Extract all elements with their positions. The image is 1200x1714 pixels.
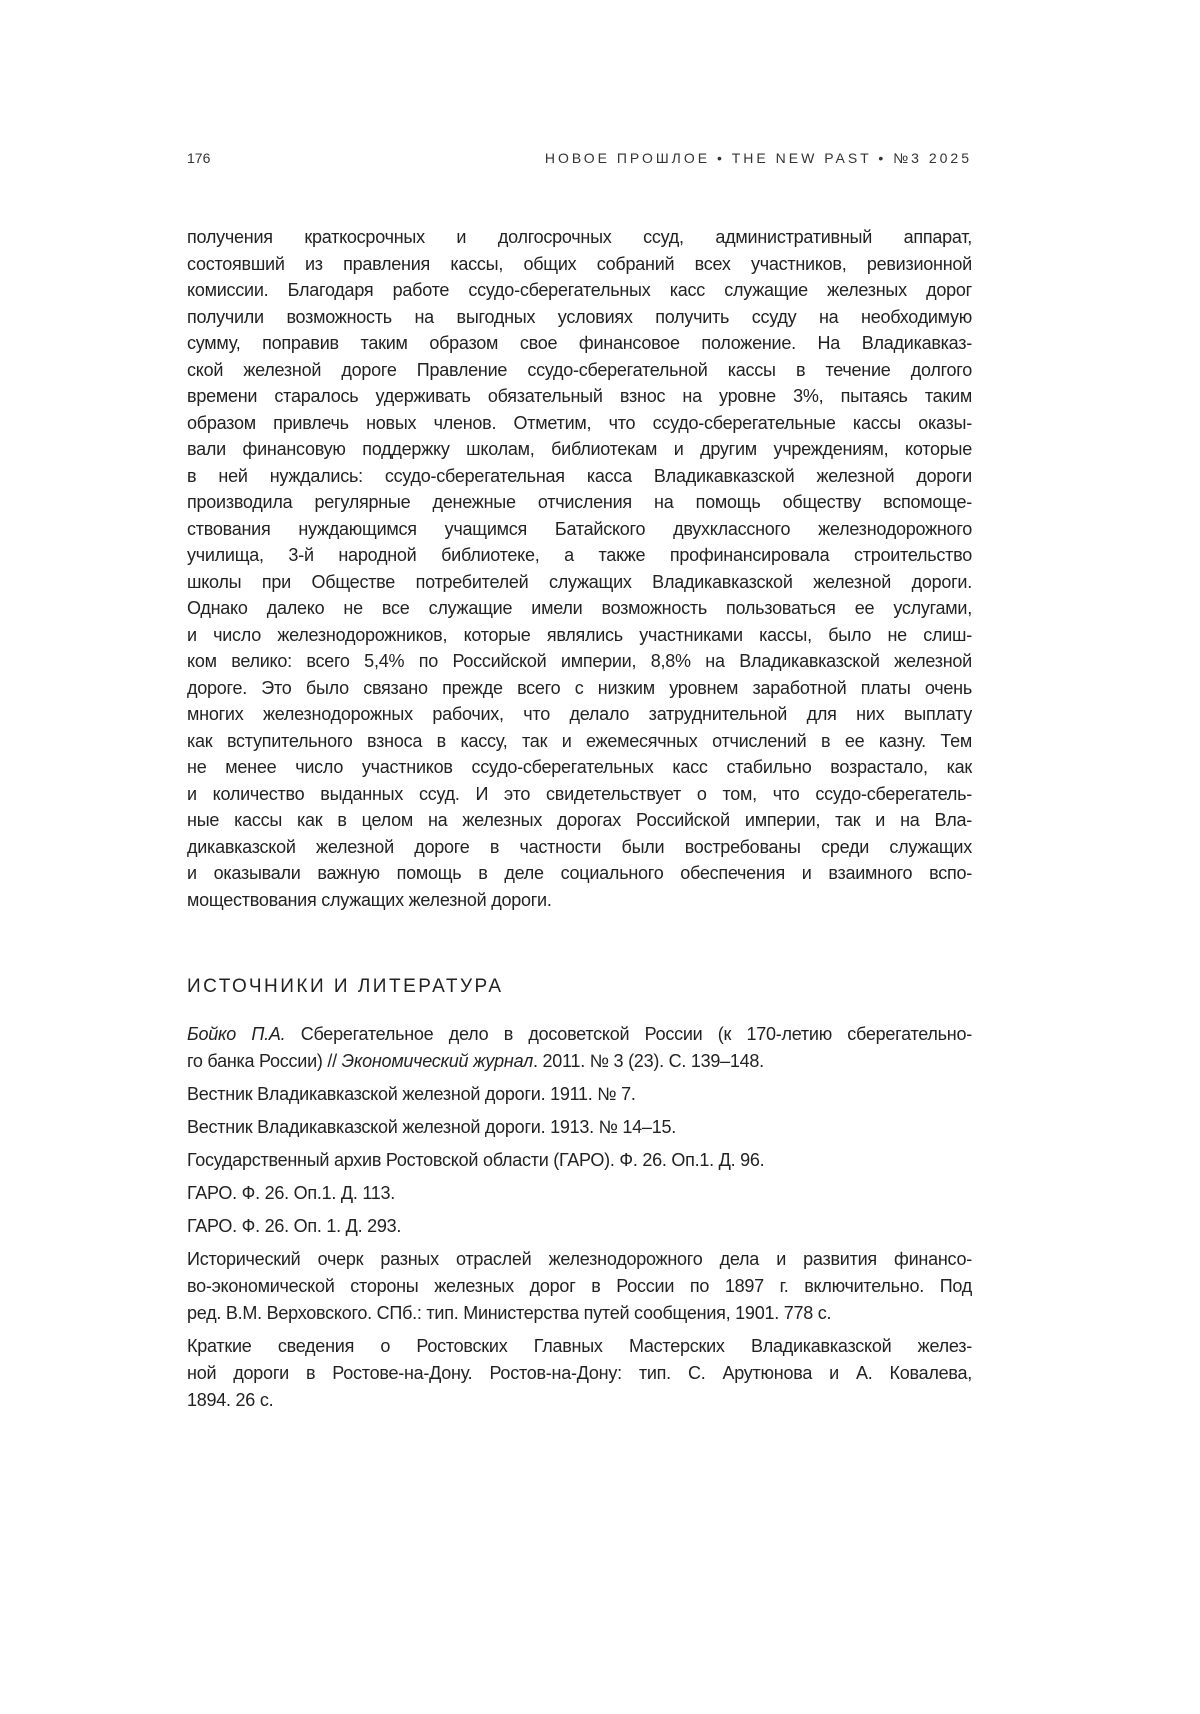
body-line: моществования служащих железной дороги. — [187, 887, 972, 914]
body-line: ской железной дороге Правление ссудо-сберегательной кассы в течение долгого — [187, 357, 972, 384]
body-line: не менее число участников ссудо-сберегательных касс стабильно возрастало, как — [187, 754, 972, 781]
reference-item: Краткие сведения о Ростовских Главных Мастерских Владикавказской желез- ной дороги в Ростове-на-Дону. Ростов-на-Дону: тип. С. Арутюнова и А. Ковалева, 1894. 26 с. — [187, 1333, 972, 1414]
body-line: состоявший из правления кассы, общих собраний всех участников, ревизионной — [187, 251, 972, 278]
body-line: дикавказской железной дороге в частности были востребованы среди служащих — [187, 834, 972, 861]
body-line: в ней нуждались: ссудо-сберегательная касса Владикавказской железной дороги — [187, 463, 972, 490]
references-list — [187, 1021, 972, 1420]
reference-item: ГАРО. Ф. 26. Оп.1. Д. 113. — [187, 1180, 972, 1207]
body-line: ные кассы как в целом на железных дорогах Российской империи, так и на Вла- — [187, 807, 972, 834]
body-line: и число железнодорожников, которые являлись участниками кассы, было не слиш- — [187, 622, 972, 649]
body-line: комиссии. Благодаря работе ссудо-сберегательных касс служащие железных дорог — [187, 277, 972, 304]
body-line: школы при Обществе потребителей служащих Владикавказской железной дороги. — [187, 569, 972, 596]
body-line: ком велико: всего 5,4% по Российской империи, 8,8% на Владикавказской железной — [187, 648, 972, 675]
body-line: училища, 3-й народной библиотеке, а также профинансировала строительство — [187, 542, 972, 569]
body-line: ствования нуждающимся учащимся Батайского двухклассного железнодорожного — [187, 516, 972, 543]
journal-title: НОВОЕ ПРОШЛОЕ • THE NEW PAST • №3 2025 — [545, 150, 972, 166]
body-line: многих железнодорожных рабочих, что делало затруднительной для них выплату — [187, 701, 972, 728]
body-line: времени старалось удерживать обязательный взнос на уровне 3%, пытаясь таким — [187, 383, 972, 410]
body-line: получения краткосрочных и долгосрочных ссуд, административный аппарат, — [187, 224, 972, 251]
body-line: и оказывали важную помощь в деле социального обеспечения и взаимного вспо- — [187, 860, 972, 887]
ref-author: Бойко П.А. — [187, 1024, 285, 1044]
body-line: вали финансовую поддержку школам, библиотекам и другим учреждениям, которые — [187, 436, 972, 463]
body-line: получили возможность на выгодных условиях получить ссуду на необходимую — [187, 304, 972, 331]
reference-item: Исторический очерк разных отраслей железнодорожного дела и развития финансо- во-экономической стороны железных дорог в России по 1897 г. включительно. Под ред. В.М. Верховского. СПб.: тип. Министерства путей сообщения, 1901. 778 с. — [187, 1246, 972, 1327]
reference-item: Бойко П.А. Сберегательное дело в досоветской России (к 170-летию сберегательно- го банка России) // Экономический журнал. 2011. № 3 (23). С. 139–148. — [187, 1021, 972, 1075]
body-line: сумму, поправив таким образом свое финансовое положение. На Владикавказ- — [187, 330, 972, 357]
body-line: производила регулярные денежные отчисления на помощь обществу вспомоще- — [187, 489, 972, 516]
references-heading: ИСТОЧНИКИ И ЛИТЕРАТУРА — [187, 976, 504, 998]
body-line: образом привлечь новых членов. Отметим, что ссудо-сберегательные кассы оказы- — [187, 410, 972, 437]
body-line: дороге. Это было связано прежде всего с низким уровнем заработной платы очень — [187, 675, 972, 702]
body-line: как вступительного взноса в кассу, так и ежемесячных отчислений в ее казну. Тем — [187, 728, 972, 755]
reference-item: Вестник Владикавказской железной дороги. 1911. № 7. — [187, 1081, 972, 1108]
ref-journal: Экономический журнал — [342, 1051, 533, 1071]
body-line: Однако далеко не все служащие имели возможность пользоваться ее услугами, — [187, 595, 972, 622]
page-number: 176 — [187, 150, 210, 166]
reference-item: Государственный архив Ростовской области (ГАРО). Ф. 26. Оп.1. Д. 96. — [187, 1147, 972, 1174]
body-text — [187, 224, 972, 913]
body-line: и количество выданных ссуд. И это свидетельствует о том, что ссудо-сберегатель- — [187, 781, 972, 808]
reference-item: Вестник Владикавказской железной дороги. 1913. № 14–15. — [187, 1114, 972, 1141]
reference-item: ГАРО. Ф. 26. Оп. 1. Д. 293. — [187, 1213, 972, 1240]
